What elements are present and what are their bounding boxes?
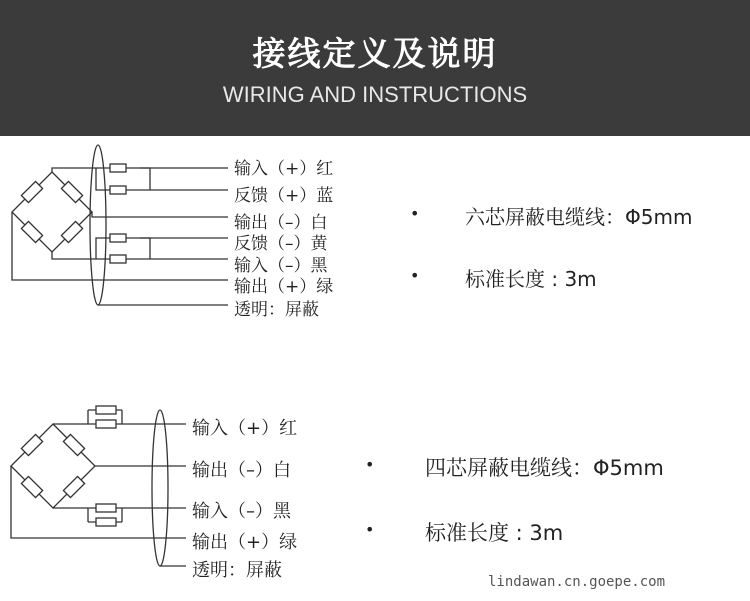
six-wire-label-feedback-plus: 反馈（+）蓝 (234, 186, 334, 206)
four-wire-label-shield: 透明：屏蔽 (192, 560, 282, 581)
four-wire-shield (152, 410, 168, 566)
four-wire-cable-spec: 四芯屏蔽电缆线：Φ5mm (425, 456, 664, 480)
four-wire-length-spec: 标准长度 : 3m (425, 521, 564, 545)
six-wire-label-output-minus: 输出（–）白 (234, 213, 328, 233)
six-wire-label-input-minus: 输入（–）黑 (234, 256, 328, 276)
page-subtitle: WIRING AND INSTRUCTIONS (222, 82, 528, 107)
watermark-url: lindawan.cn.goepe.com (488, 574, 666, 590)
page-title: 接线定义及说明 (252, 34, 498, 73)
four-wire-bridge (11, 424, 95, 508)
four-wire-label-output-plus: 输出（+）绿 (192, 532, 298, 553)
six-wire-shield (90, 145, 106, 305)
four-wire-label-input-minus: 输入（–）黑 (192, 501, 291, 522)
six-wire-diagram (12, 145, 228, 305)
six-wire-label-input-plus: 输入（+）红 (234, 159, 334, 179)
six-wire-length-spec: 标准长度 : 3m (465, 267, 597, 291)
four-wire-label-input-plus: 输入（+）红 (192, 418, 298, 439)
bullet: • (365, 455, 375, 474)
bullet: • (410, 204, 420, 223)
six-wire-cable-spec: 六芯屏蔽电缆线：Φ5mm (465, 205, 693, 229)
four-wire-diagram (11, 406, 186, 566)
six-wire-bridge (12, 172, 92, 252)
six-wire-label-shield: 透明：屏蔽 (234, 300, 319, 320)
six-wire-label-output-plus: 输出（+）绿 (234, 277, 334, 297)
bullet: • (410, 266, 420, 285)
six-wire-label-feedback-minus: 反馈（–）黄 (234, 234, 328, 254)
bullet: • (365, 520, 375, 539)
four-wire-label-output-minus: 输出（–）白 (192, 460, 291, 481)
